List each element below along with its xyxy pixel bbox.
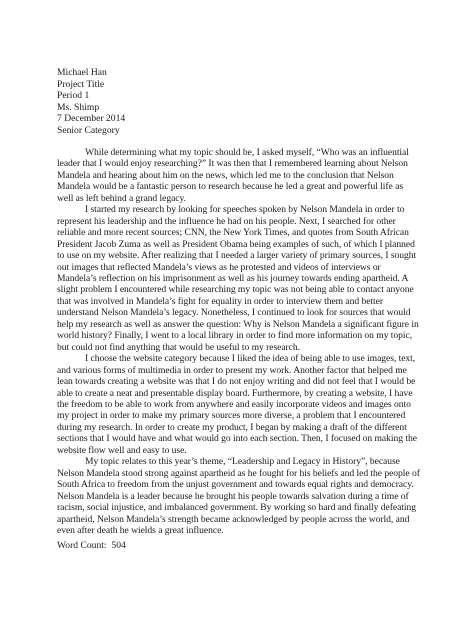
document-body [57, 147, 421, 536]
word-count: Word Count: 504 [57, 540, 126, 551]
paragraph-topic-selection: While determining what my topic should be, I asked myself, “Who was an influential leader that I would enjoy researching?” It was then that I remembered learning about Nelson Mandela and hearing about him on the news, which led me to the conclusion that Nelson Mandela would be a fantastic person to research because he led a great and powerful life as well as left behind a grand legacy. [57, 147, 409, 204]
project-title: Project Title [57, 78, 105, 90]
project-category: Senior Category [57, 124, 120, 136]
paragraph-research: I started my research by looking for speeches spoken by Nelson Mandela in order to represent his leadership and the influence he had on his people. Next, I searched for other reliable and more recent sources; CNN, the New York Times, and quotes from South African President Jacob Zuma as well as President Obama being examples of such, of which I planned to use on my website. After realizing that I needed a larger variety of primary sources, I sought out images that reflected Mandela’s views as he protested and videos of interviews or Mandela’s reflection on his imprisonment as well as his journey towards ending apartheid. A slight problem I encountered while researching my topic was not being able to contact anyone that was involved in Mandela’s fight for equality in order to interview them and better understand Nelson Mandela’s legacy. Nonetheless, I continued to look for sources that would help my research as well as answer the question: Why is Nelson Mandela a significant figure in world history? Finally, I went to a local library in order to find more information on my topic, but could not find anything that would be useful to my research. [57, 204, 419, 353]
author-name: Michael Han [57, 67, 107, 78]
paragraph-theme: My topic relates to this year’s theme, “Leadership and Legacy in History”, because Nelson Mandela stood strong against apartheid as he fought for his beliefs and led the people of South Africa to freedom from the unjust government and towards equal rights and democracy. Nelson Mandela is a leader because he brought his people towards salvation during a time of racism, social injustice, and imbalanced government. By working so hard and finally defeating apartheid, Nelson Mandela’s strength became acknowledged by people across the world, and even after death he wields a great influence. [57, 456, 420, 536]
teacher-name: Ms. Shimp [57, 101, 100, 113]
document-header [57, 67, 125, 137]
document-date: 7 December 2014 [57, 113, 126, 125]
paragraph-category: I choose the website category because I liked the idea of being able to use images, text, and various forms of multimedia in order to present my work. Another factor that helped me lean towards creating a website was that I do not enjoy writing and did not feel that I would be able to create a neat and presentable display board. Furthermore, by creating a website, I have the freedom to be able to work from anywhere and easily incorporate videos and images onto my project in order to make my primary sources more diverse, a problem that I encountered during my research. In order to create my product, I began by making a draft of the different sections that I would have and what would go into each section. Then, I focused on making the website flow well and easy to use. [57, 353, 417, 456]
class-period: Period 1 [57, 90, 90, 102]
